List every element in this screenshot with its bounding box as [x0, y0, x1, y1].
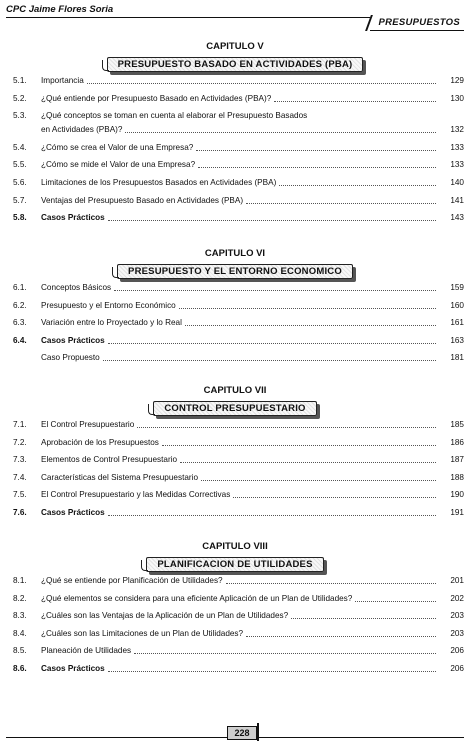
entry-title: Importancia: [41, 76, 84, 85]
dot-leader: [108, 343, 436, 344]
entry-title: ¿Qué entiende por Presupuesto Basado en Actividades (PBA)?: [41, 93, 272, 103]
entry-number: 5.3.: [13, 111, 27, 121]
entry-number: 7.5.: [13, 490, 27, 500]
entry-number: 5.5.: [13, 160, 27, 170]
entry-title: Casos Prácticos: [41, 213, 105, 223]
entry-title: Aprobación de los Presupuestos: [41, 437, 159, 447]
dot-leader: [279, 185, 436, 186]
entry-number: 8.3.: [13, 611, 27, 621]
entry-number: 8.4.: [13, 628, 27, 638]
entry-page: 202: [450, 593, 464, 603]
entry-title: El Control Presupuestario y las Medidas Correctivas: [41, 490, 231, 500]
entry-number: 8.5.: [13, 646, 27, 656]
entry-number: 5.2.: [13, 93, 27, 103]
dot-leader: [134, 653, 436, 654]
dot-leader: [226, 583, 436, 584]
dot-leader: [108, 515, 436, 516]
dot-leader: [103, 360, 436, 361]
entry-title: Conceptos Básicos: [41, 283, 112, 292]
entry-page: 130: [450, 93, 464, 103]
entry-number: 5.8.: [13, 213, 27, 223]
page-number-tick: [257, 723, 259, 741]
entry-title: Ventajas del Presupuesto Basado en Actividades (PBA): [41, 195, 244, 205]
chapter-label: CAPITULO VI: [204, 248, 266, 259]
entry-page: 203: [450, 611, 464, 621]
entry-page: 159: [450, 283, 464, 292]
entry-page: 201: [450, 576, 464, 585]
entry-title: El Control Presupuestario: [41, 420, 135, 429]
author-name: CPC Jaime Flores Soria: [6, 4, 114, 15]
page-number: 228: [227, 726, 257, 740]
dot-leader: [179, 308, 436, 309]
dot-leader: [87, 83, 436, 84]
entry-page: 185: [450, 420, 464, 429]
entry-number: 7.3.: [13, 455, 27, 465]
chapter-title: PRESUPUESTO BASADO EN ACTIVIDADES (PBA): [107, 57, 364, 72]
dot-leader: [114, 290, 436, 291]
entry-title: ¿Qué elementos se considera para una eficiente Aplicación de un Plan de Utilidades?: [41, 593, 353, 603]
chapter-banner: [0, 554, 470, 572]
entry-page: 141: [450, 195, 464, 205]
entry-page: 206: [450, 646, 464, 656]
entry-title: en Actividades (PBA)?: [41, 125, 123, 135]
chapter-label: CAPITULO VIII: [202, 541, 268, 552]
dot-leader: [196, 150, 436, 151]
dot-leader: [185, 325, 436, 326]
entry-page: 206: [450, 664, 464, 673]
dot-leader: [125, 132, 436, 133]
entry-title: Casos Prácticos: [41, 335, 105, 345]
entry-title: ¿Cuáles son las Ventajas de la Aplicación de un Plan de Utilidades?: [41, 611, 289, 621]
entry-number: 5.7.: [13, 195, 27, 205]
section-title: PRESUPUESTOS: [378, 17, 460, 28]
entry-number: 7.2.: [13, 437, 27, 447]
entry-page: 181: [450, 353, 464, 363]
entry-title: ¿Cómo se crea el Valor de una Empresa?: [41, 142, 194, 152]
entry-number: 6.4.: [13, 335, 27, 345]
entry-page: 188: [450, 472, 464, 482]
dot-leader: [108, 220, 436, 221]
entry-number: 8.6.: [13, 664, 27, 673]
chapter-banner: [0, 398, 470, 416]
entry-page: 143: [450, 213, 464, 223]
entry-title: Elementos de Control Presupuestario: [41, 455, 178, 465]
entry-page: 163: [450, 335, 464, 345]
entry-number: 8.1.: [13, 576, 27, 585]
entry-page: 160: [450, 300, 464, 310]
entry-page: 132: [450, 125, 464, 135]
dot-leader: [198, 167, 436, 168]
entry-page: 140: [450, 178, 464, 187]
dot-leader: [355, 601, 436, 602]
entry-number: 7.6.: [13, 508, 27, 517]
entry-number: 5.4.: [13, 142, 27, 152]
chapter-label: CAPITULO VII: [203, 385, 267, 396]
dot-leader: [246, 203, 436, 204]
entry-page: 190: [450, 490, 464, 500]
entry-title: Limitaciones de los Presupuestos Basados en Actividades (PBA): [41, 178, 277, 187]
entry-page: 186: [450, 437, 464, 447]
dot-leader: [180, 462, 436, 463]
entry-number: 6.1.: [13, 283, 27, 292]
chapter-title: PLANIFICACION DE UTILIDADES: [146, 557, 323, 572]
chapter-title: CONTROL PRESUPUESTARIO: [153, 401, 316, 416]
entry-title: ¿Cuáles son las Limitaciones de un Plan de Utilidades?: [41, 628, 244, 638]
header-rule: [6, 17, 370, 18]
entry-number: 6.3.: [13, 318, 27, 328]
entry-page: 203: [450, 628, 464, 638]
chapter-banner: [0, 54, 470, 72]
entry-title: Casos Prácticos: [41, 508, 105, 517]
chapter-banner: [0, 261, 470, 279]
dot-leader: [162, 445, 436, 446]
chapter-label: CAPITULO V: [206, 41, 264, 52]
entry-title: Planeación de Utilidades: [41, 646, 132, 656]
dot-leader: [201, 480, 436, 481]
entry-title: ¿Cómo se mide el Valor de una Empresa?: [41, 160, 196, 170]
dot-leader: [137, 427, 436, 428]
entry-number: 6.2.: [13, 300, 27, 310]
entry-number: 5.6.: [13, 178, 27, 187]
entry-page: 187: [450, 455, 464, 465]
chapter-title: PRESUPUESTO Y EL ENTORNO ECONOMICO: [117, 264, 353, 279]
dot-leader: [108, 671, 436, 672]
entry-title: Presupuesto y el Entorno Económico: [41, 300, 176, 310]
entry-page: 133: [450, 160, 464, 170]
entry-number: 7.1.: [13, 420, 27, 429]
dot-leader: [246, 636, 436, 637]
dot-leader: [274, 101, 436, 102]
entry-title: Caso Propuesto: [41, 353, 100, 363]
entry-title: Variación entre lo Proyectado y lo Real: [41, 318, 182, 328]
dot-leader: [291, 618, 436, 619]
entry-page: 161: [450, 318, 464, 328]
entry-title: Características del Sistema Presupuestario: [41, 472, 198, 482]
entry-title: Casos Prácticos: [41, 664, 105, 673]
entry-page: 133: [450, 142, 464, 152]
dot-leader: [233, 497, 436, 498]
entry-title: ¿Qué conceptos se toman en cuenta al elaborar el Presupuesto Basados: [41, 111, 308, 121]
entry-number: 8.2.: [13, 593, 27, 603]
entry-number: 7.4.: [13, 472, 27, 482]
header-rule-right: [370, 30, 464, 31]
entry-title: ¿Qué se entiende por Planificación de Utilidades?: [41, 576, 223, 585]
entry-page: 129: [450, 76, 464, 85]
entry-page: 191: [450, 508, 464, 517]
entry-number: 5.1.: [13, 76, 27, 85]
